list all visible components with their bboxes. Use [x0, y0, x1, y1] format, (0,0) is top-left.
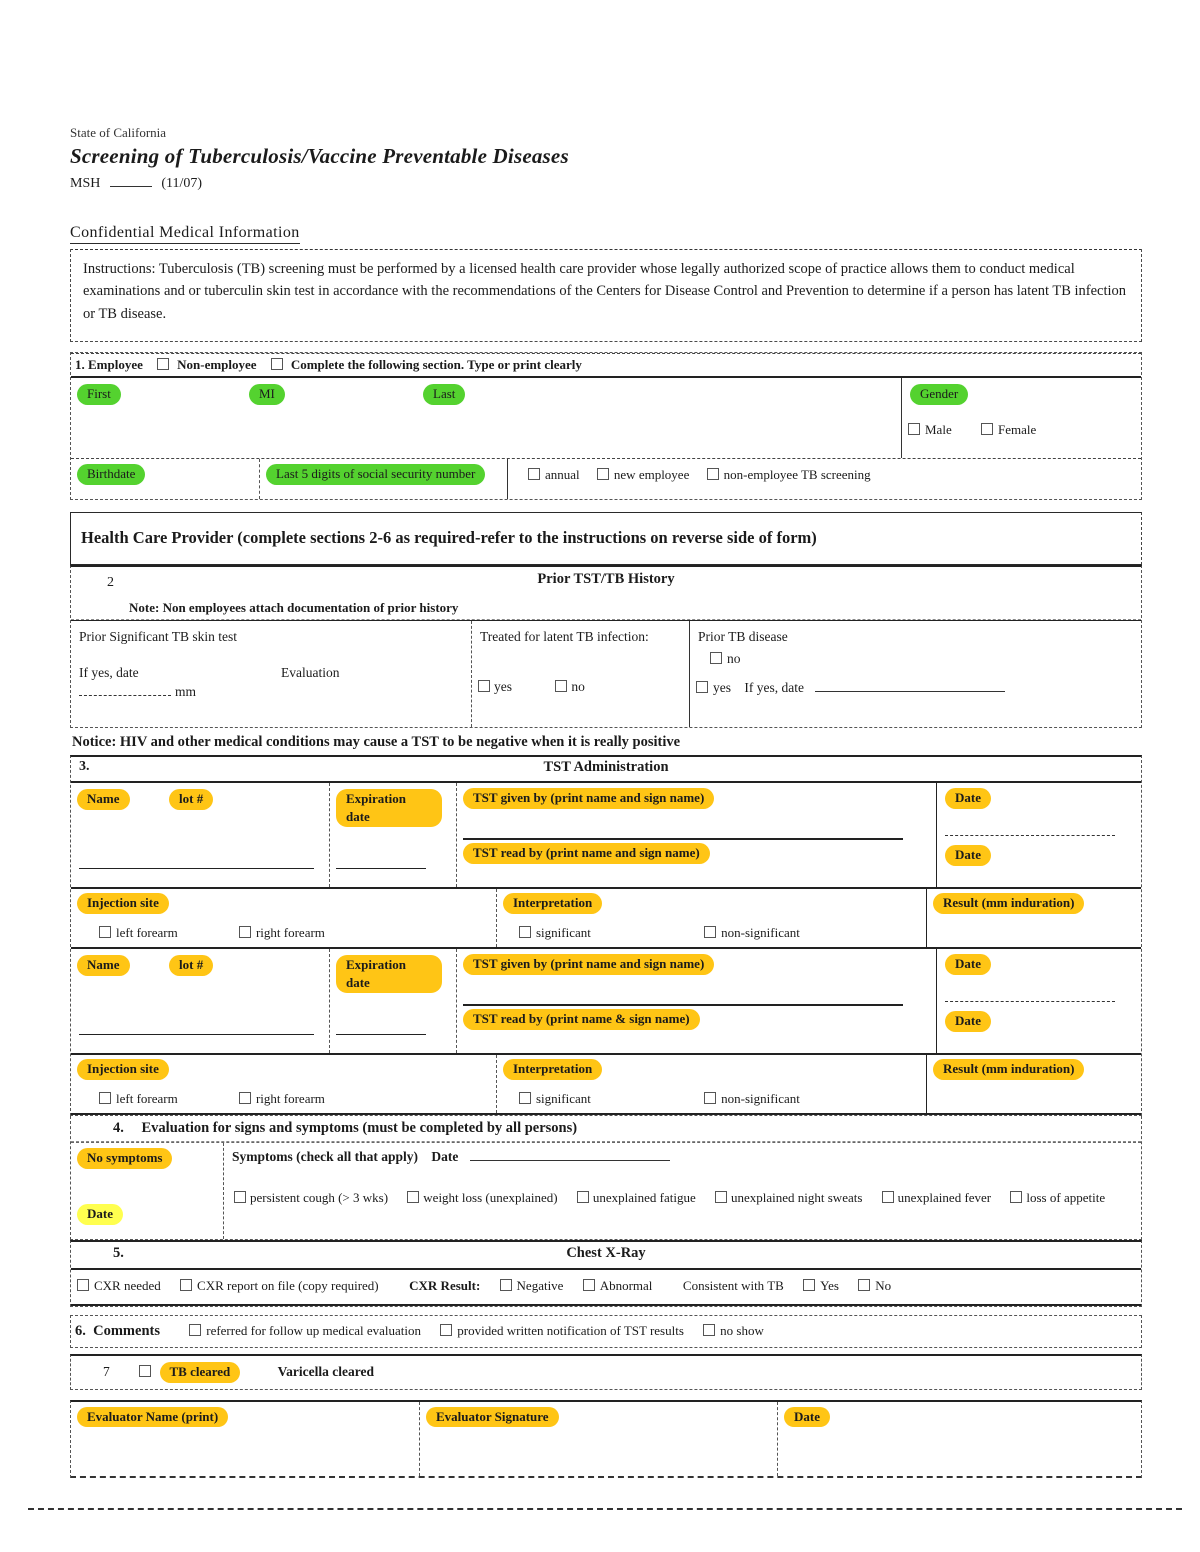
- if-yes-date-label: If yes, date: [79, 664, 139, 680]
- section-2-number: 2: [107, 574, 114, 590]
- new-employee-label: new employee: [613, 467, 690, 483]
- section-4-evaluation: [70, 1116, 1142, 1240]
- confidential-heading: Confidential Medical Information: [70, 224, 300, 244]
- symptom-item: [232, 1190, 388, 1205]
- symptom-fever-label: unexplained fever: [897, 1189, 992, 1205]
- tst-block-2: [71, 949, 1141, 1055]
- consistent-tb-label: Consistent with TB: [682, 1277, 784, 1293]
- comments-label: Comments: [93, 1322, 160, 1339]
- inj2-result-label: Result (mm induration): [933, 1059, 1084, 1080]
- prior-disease-yes-checkbox[interactable]: [696, 681, 708, 693]
- symptom-item: [1008, 1190, 1105, 1205]
- tst1-expiration-label: Expiration date: [336, 789, 442, 827]
- tst2-lot-label: lot #: [169, 955, 213, 976]
- symptom-item: [575, 1190, 696, 1205]
- tst1-expiration-cell: [329, 783, 456, 887]
- section-5-chest-xray: [70, 1240, 1142, 1307]
- notification-label: provided written notification of TST results: [457, 1322, 684, 1338]
- birthdate-label: Birthdate: [77, 464, 145, 485]
- prior-disease-if-yes-label: If yes, date: [744, 679, 804, 695]
- male-checkbox[interactable]: [908, 423, 920, 435]
- section-5-number: 5.: [113, 1244, 124, 1261]
- tst1-given-by-blank[interactable]: [463, 838, 903, 840]
- symptom-weight-loss-label: weight loss (unexplained): [423, 1189, 558, 1205]
- symptom-item: [405, 1190, 557, 1205]
- inj2-left-forearm-label: left forearm: [116, 1090, 178, 1106]
- tst2-given-by-blank[interactable]: [463, 1004, 903, 1006]
- symptom-fatigue-checkbox[interactable]: [577, 1191, 589, 1203]
- section-6-number: 6.: [75, 1322, 86, 1339]
- skin-test-date-blank[interactable]: [79, 683, 171, 696]
- referred-checkbox[interactable]: [189, 1324, 201, 1336]
- inj1-non-significant-checkbox[interactable]: [704, 926, 716, 938]
- prior-disease-yes-label: yes: [713, 679, 731, 695]
- symptom-night-sweats-label: unexplained night sweats: [730, 1189, 863, 1205]
- gender-cell: [901, 378, 1141, 458]
- symptom-appetite-label: loss of appetite: [1026, 1189, 1106, 1205]
- evaluation-label: Evaluation: [281, 664, 340, 680]
- female-label: Female: [997, 422, 1037, 438]
- tst2-expiration-cell: [329, 949, 456, 1053]
- symptoms-heading: Symptoms (check all that apply): [232, 1148, 419, 1164]
- tst2-given-read-cell: [456, 949, 936, 1053]
- tst1-given-read-cell: [456, 783, 936, 887]
- non-employee-screening-checkbox[interactable]: [707, 468, 719, 480]
- prior-skin-test-cell: [71, 621, 471, 727]
- symptom-item: [713, 1190, 862, 1205]
- section-1-instruction: Complete the following section. Type or print clearly: [290, 357, 582, 373]
- section-5-header: [71, 1242, 1141, 1270]
- employee-label: 1. Employee: [75, 357, 143, 373]
- consistent-yes-label: Yes: [820, 1277, 839, 1293]
- symptom-cough-label: persistent cough (> 3 wks): [250, 1189, 389, 1205]
- symptom-fatigue-label: unexplained fatigue: [592, 1189, 696, 1205]
- page-bottom-rule: [28, 1508, 1182, 1510]
- non-employee-checkbox[interactable]: [271, 358, 283, 370]
- section-6-comments: [70, 1315, 1142, 1348]
- cxr-abnormal-checkbox[interactable]: [583, 1279, 595, 1291]
- tst1-date-given-blank[interactable]: [945, 835, 1115, 836]
- inj1-significant-checkbox[interactable]: [519, 926, 531, 938]
- tst2-dates-cell: [936, 949, 1141, 1053]
- tst1-date-read-label: Date: [945, 845, 991, 866]
- treated-no-checkbox[interactable]: [555, 680, 567, 692]
- instructions-text: Instructions: Tuberculosis (TB) screening must be performed by a licensed health care provider whose legally authorized scope of practice allows them to conduct medical examinations and or tuberculin skin test in accordance with the recommendations of the Centers for Disease Control and Prevention to determine if a person has latent TB infection or TB disease.: [83, 261, 1127, 322]
- symptoms-checklist: [232, 1187, 1133, 1209]
- prior-disease-yes-row: [694, 679, 1005, 696]
- symptom-night-sweats-checkbox[interactable]: [715, 1191, 727, 1203]
- mm-row: [79, 683, 196, 700]
- symptom-item: [880, 1190, 991, 1205]
- section-3-title: TST Administration: [543, 758, 669, 775]
- tb-cleared-checkbox[interactable]: [139, 1365, 151, 1377]
- form-content: [70, 125, 1142, 1478]
- inj1-site-options: [75, 925, 325, 941]
- referred-label: referred for follow up medical evaluation: [206, 1322, 422, 1338]
- section-2-title: Prior TST/TB History: [537, 570, 675, 587]
- section-2-prior-history: [70, 565, 1142, 728]
- inj1-interpretation-options: [501, 925, 800, 941]
- state-label: State of California: [70, 125, 167, 140]
- treated-no-label: no: [571, 678, 585, 694]
- section-7-number: 7: [103, 1363, 110, 1379]
- inj1-non-significant-label: non-significant: [721, 924, 800, 940]
- prior-history-grid: [71, 620, 1141, 727]
- treated-yes-label: yes: [494, 678, 512, 694]
- treated-latent-label: Treated for latent TB infection:: [480, 628, 649, 644]
- no-show-label: no show: [720, 1322, 764, 1338]
- health-care-provider-heading: Health Care Provider (complete sections 2-6 as required-refer to the instructions on reverse side of form): [70, 512, 1142, 565]
- section-1-employee-info: [70, 352, 1142, 500]
- inj2-site-options: [75, 1091, 325, 1107]
- cxr-abnormal-label: Abnormal: [599, 1277, 653, 1293]
- prior-disease-cell: [689, 621, 1141, 727]
- inj1-right-forearm-checkbox[interactable]: [239, 926, 251, 938]
- cxr-negative-checkbox[interactable]: [500, 1279, 512, 1291]
- section-7-clearance: [70, 1354, 1142, 1390]
- gender-label: Gender: [910, 384, 968, 405]
- hiv-notice: Notice: HIV and other medical conditions may cause a TST to be negative when it is really positive: [72, 733, 681, 750]
- inj2-non-significant-label: non-significant: [721, 1090, 800, 1106]
- birthdate-cell[interactable]: [71, 459, 259, 499]
- evaluator-name-label: Evaluator Name (print): [77, 1407, 228, 1428]
- gender-options: [906, 422, 1036, 438]
- inj1-site-label: Injection site: [77, 893, 169, 914]
- non-employee-label: Non-employee: [177, 357, 257, 373]
- tst1-dates-cell: [936, 783, 1141, 887]
- inj2-interpretation-label: Interpretation: [503, 1059, 602, 1080]
- tst2-name-blank[interactable]: [79, 1034, 314, 1035]
- evaluator-date-cell[interactable]: [777, 1402, 1141, 1476]
- section-4-number: 4.: [113, 1119, 124, 1136]
- inj2-result-cell[interactable]: [926, 1055, 1141, 1113]
- tst1-read-by-label: TST read by (print name and sign name): [463, 843, 710, 864]
- new-employee-checkbox[interactable]: [597, 468, 609, 480]
- prior-disease-date-blank[interactable]: [815, 679, 1005, 692]
- consistent-no-label: No: [875, 1277, 892, 1293]
- symptoms-date-blank[interactable]: [470, 1148, 670, 1161]
- cxr-report-checkbox[interactable]: [180, 1279, 192, 1291]
- male-label: Male: [925, 422, 952, 438]
- tst1-name-label: Name: [77, 789, 130, 810]
- inj2-site-label: Injection site: [77, 1059, 169, 1080]
- tst1-date-given-label: Date: [945, 788, 991, 809]
- screening-type-cell: [507, 459, 1141, 499]
- section-4-title: Evaluation for signs and symptoms (must be completed by all persons): [141, 1119, 578, 1136]
- consistent-yes-checkbox[interactable]: [803, 1279, 815, 1291]
- form-code: MSH: [70, 176, 101, 191]
- inj1-result-cell[interactable]: [926, 889, 1141, 947]
- name-fields-cell[interactable]: [71, 378, 901, 458]
- tst2-expiration-label: Expiration date: [336, 955, 442, 993]
- prior-disease-no-label: no: [727, 650, 741, 666]
- form-number-blank[interactable]: [110, 174, 152, 187]
- tst2-date-given-label: Date: [945, 954, 991, 975]
- inj2-interpretation-cell: [496, 1055, 926, 1113]
- tb-cleared-label: TB cleared: [160, 1362, 241, 1383]
- section-3-header: [71, 757, 1141, 783]
- cxr-negative-label: Negative: [516, 1277, 564, 1293]
- symptom-appetite-checkbox[interactable]: [1010, 1191, 1022, 1203]
- mm-label: mm: [175, 683, 197, 699]
- employee-checkbox[interactable]: [157, 358, 169, 370]
- prior-skin-test-label: Prior Significant TB skin test: [79, 628, 237, 644]
- treated-yes-no: [476, 679, 585, 695]
- inj2-right-forearm-label: right forearm: [255, 1090, 325, 1106]
- evaluator-signature-cell[interactable]: [419, 1402, 777, 1476]
- form-code-line: [70, 174, 1142, 192]
- tst2-date-given-blank[interactable]: [945, 1001, 1115, 1002]
- symptoms-date-label: Date: [431, 1148, 459, 1164]
- evaluator-footer: [70, 1400, 1142, 1478]
- first-name-label: First: [77, 384, 121, 405]
- treated-yes-checkbox[interactable]: [478, 680, 490, 692]
- instructions-box: [70, 249, 1142, 342]
- section-1-header: [71, 353, 1141, 378]
- tst-block-1: [71, 783, 1141, 889]
- annual-checkbox[interactable]: [528, 468, 540, 480]
- tst1-name-lot-cell: [71, 783, 329, 887]
- symptom-cough-checkbox[interactable]: [234, 1191, 246, 1203]
- annual-label: annual: [545, 467, 580, 483]
- birthdate-ssn-row: [71, 458, 1141, 499]
- symptoms-grid: [71, 1142, 1141, 1239]
- symptom-weight-loss-checkbox[interactable]: [407, 1191, 419, 1203]
- inj1-site-cell: [71, 889, 496, 947]
- tst2-name-label: Name: [77, 955, 130, 976]
- tst2-expiration-blank[interactable]: [336, 1034, 426, 1035]
- inj1-significant-label: significant: [536, 924, 591, 940]
- inj2-significant-checkbox[interactable]: [519, 1092, 531, 1104]
- inj2-left-forearm-checkbox[interactable]: [99, 1092, 111, 1104]
- symptom-fever-checkbox[interactable]: [882, 1191, 894, 1203]
- last-name-label: Last: [423, 384, 465, 405]
- inj1-right-forearm-label: right forearm: [255, 924, 325, 940]
- non-employee-screening-label: non-employee TB screening: [723, 467, 871, 483]
- tst1-expiration-blank[interactable]: [336, 868, 426, 869]
- middle-initial-label: MI: [249, 384, 285, 405]
- tst1-given-by-label: TST given by (print name and sign name): [463, 788, 714, 809]
- inj2-significant-label: significant: [536, 1090, 591, 1106]
- prior-disease-no-checkbox[interactable]: [710, 652, 722, 664]
- cxr-report-label: CXR report on file (copy required): [197, 1277, 379, 1293]
- cxr-row: [71, 1270, 1141, 1306]
- section-5-title: Chest X-Ray: [566, 1244, 646, 1261]
- no-symptoms-cell: [71, 1143, 223, 1239]
- form-revision: (11/07): [161, 176, 203, 191]
- section-2-note: Note: Non employees attach documentation of prior history: [129, 599, 459, 615]
- tst1-name-blank[interactable]: [79, 868, 314, 869]
- evaluator-date-label: Date: [784, 1407, 830, 1428]
- tst2-name-lot-cell: [71, 949, 329, 1053]
- inj2-right-forearm-checkbox[interactable]: [239, 1092, 251, 1104]
- section-3-tst-administration: [70, 755, 1142, 1116]
- evaluator-signature-label: Evaluator Signature: [426, 1407, 559, 1428]
- name-gender-row: [71, 378, 1141, 458]
- inj1-interpretation-cell: [496, 889, 926, 947]
- inj2-interpretation-options: [501, 1091, 800, 1107]
- inj1-left-forearm-label: left forearm: [116, 924, 178, 940]
- no-symptoms-date-label: Date: [77, 1204, 123, 1225]
- treated-latent-cell: [471, 621, 689, 727]
- form-title: Screening of Tuberculosis/Vaccine Preventable Diseases: [70, 144, 569, 168]
- section-3-number: 3.: [79, 758, 90, 774]
- prior-disease-label: Prior TB disease: [698, 628, 788, 644]
- ssn-label: Last 5 digits of social security number: [266, 464, 485, 485]
- inj2-non-significant-checkbox[interactable]: [704, 1092, 716, 1104]
- prior-disease-no: [708, 651, 741, 667]
- cxr-needed-checkbox[interactable]: [77, 1279, 89, 1291]
- inj1-result-label: Result (mm induration): [933, 893, 1084, 914]
- inj1-interpretation-label: Interpretation: [503, 893, 602, 914]
- tst2-date-read-label: Date: [945, 1011, 991, 1032]
- symptoms-cell: [223, 1143, 1141, 1239]
- evaluator-name-cell[interactable]: [71, 1402, 419, 1476]
- varicella-cleared-label: Varicella cleared: [277, 1363, 375, 1379]
- ssn-cell[interactable]: [259, 459, 507, 499]
- tst1-lot-label: lot #: [169, 789, 213, 810]
- injection-row-2: [71, 1055, 1141, 1115]
- section-2-title-row: [71, 567, 1141, 620]
- female-checkbox[interactable]: [981, 423, 993, 435]
- injection-row-1: [71, 889, 1141, 949]
- notification-checkbox[interactable]: [440, 1324, 452, 1336]
- inj1-left-forearm-checkbox[interactable]: [99, 926, 111, 938]
- inj2-site-cell: [71, 1055, 496, 1113]
- tst2-given-by-label: TST given by (print name and sign name): [463, 954, 714, 975]
- no-symptoms-label: No symptoms: [77, 1148, 172, 1169]
- cxr-result-label: CXR Result:: [409, 1277, 481, 1293]
- consistent-no-checkbox[interactable]: [858, 1279, 870, 1291]
- symptoms-heading-row: [232, 1148, 1133, 1165]
- cxr-needed-label: CXR needed: [94, 1277, 161, 1293]
- no-show-checkbox[interactable]: [703, 1324, 715, 1336]
- section-4-title-row: [71, 1116, 1141, 1142]
- tst2-read-by-label: TST read by (print name & sign name): [463, 1009, 700, 1030]
